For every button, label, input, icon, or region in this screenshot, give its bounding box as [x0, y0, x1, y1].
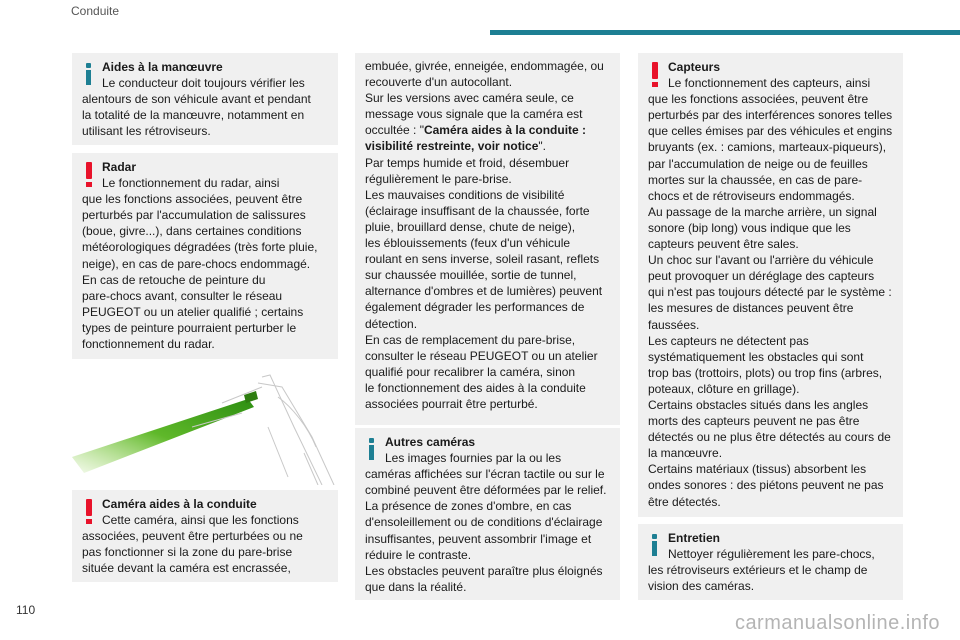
text-line: trop bas (trottoirs, plots) ou trop fins (arbres,: [648, 365, 883, 380]
text-line: chocs et de rétroviseurs endommagés.: [648, 188, 855, 203]
text-line: Au passage de la marche arrière, un signal: [648, 204, 877, 219]
text-line: Par temps humide et froid, désembuer: [365, 155, 570, 170]
text-line: associées pourrait être perturbé.: [365, 396, 538, 411]
text-line: Sur les versions avec caméra seule, ce: [365, 91, 574, 106]
text-line: que celles émises par des véhicules et engins: [648, 124, 893, 139]
watermark: carmanualsonline.info: [734, 612, 940, 634]
camera-note-continued: [355, 53, 620, 425]
text-line: Un choc sur l'avant ou l'arrière du véhicule: [648, 253, 874, 268]
text-line: que les fonctions associées, peuvent être: [648, 92, 869, 107]
note-title: Capteurs: [668, 60, 721, 74]
page-number: 110: [16, 603, 36, 617]
note-title: Aides à la manœuvre: [102, 60, 223, 74]
text-line: Les capteurs ne détectent pas: [648, 333, 809, 348]
windshield-camera-illustration: [72, 367, 338, 485]
text-line: faussées.: [648, 317, 700, 332]
note-body: [365, 450, 612, 595]
text-line: consulter le réseau PEUGEOT ou un atelier: [365, 348, 598, 363]
text-line: caméras affichées sur l'écran tactile ou sur le: [365, 467, 605, 482]
text-line: systématiquement les obstacles qui sont: [648, 349, 864, 364]
text-line: peut provoquer un déréglage des capteurs: [648, 269, 875, 284]
text-line: occultée : ": [365, 123, 424, 138]
text-line: En cas de retouche de peinture du: [82, 272, 266, 287]
text-line: sur chaussée mouillée, sortie de tunnel,: [365, 268, 577, 283]
note-title: Caméra aides à la conduite: [102, 497, 257, 511]
text-line: d'ensoleillement ou de conditions d'éclairage: [365, 515, 603, 530]
message-text: Caméra aides à la conduite :: [423, 123, 587, 138]
warning-icon: [78, 496, 100, 526]
text-line: sonore (bip long) vous indique que les: [648, 220, 851, 235]
text-line: Certains obstacles situés dans les angles: [648, 397, 869, 412]
note-aides-manoeuvre: [72, 53, 338, 145]
text-line: ".: [538, 139, 546, 154]
text-line: qui n'est pas toujours détecté par le système :: [648, 285, 892, 300]
text-line: détection.: [365, 316, 418, 331]
text-line: les rétroviseurs extérieurs et le champ de: [648, 563, 868, 578]
text-line: message vous signale que la caméra est: [365, 107, 583, 122]
text-line: (éclairage insuffisant de la chaussée, forte: [365, 203, 590, 218]
text-line: embuée, givrée, enneigée, endommagée, ou: [365, 59, 604, 73]
section-title: Conduite: [71, 4, 120, 18]
text-line: détectés ou ne plus être détectés au cours de: [648, 430, 891, 445]
note-radar: [72, 153, 338, 359]
text-line: la totalité de la manœuvre, notamment en: [82, 108, 305, 123]
text-line: vision des caméras.: [648, 579, 755, 594]
text-line: Le fonctionnement des capteurs, ainsi: [668, 76, 871, 91]
note-body: [82, 512, 330, 576]
text-line: types de peinture pourraient perturber le: [82, 320, 297, 335]
text-line: En cas de remplacement du pare-brise,: [365, 332, 576, 347]
text-line: Le fonctionnement du radar, ainsi: [102, 176, 280, 191]
text-line: perturbés par des interférences sonores telles: [648, 108, 893, 123]
text-line: perturbés par l'accumulation de salissures: [82, 208, 306, 223]
text-line: combiné peuvent être déformées par le relief.: [365, 483, 607, 498]
text-line: Le conducteur doit toujours vérifier les: [102, 76, 305, 91]
text-line: fonctionnement du radar.: [82, 337, 215, 352]
text-line: alentours de son véhicule avant et pendant: [82, 92, 311, 107]
note-title: Autres caméras: [385, 435, 476, 449]
text-line: ondes sonores : des piétons peuvent ne pas: [648, 478, 884, 493]
camera-field-of-view: [72, 399, 254, 473]
text-line: Certains matériaux (tissus) absorbent les: [648, 462, 867, 477]
info-icon: [644, 530, 666, 560]
info-icon: [78, 59, 100, 89]
message-text: visibilité restreinte, voir notice: [365, 139, 539, 154]
note-capteurs: [638, 53, 903, 517]
note-body: [648, 75, 895, 510]
text-line: Les mauvaises conditions de visibilité: [365, 187, 565, 202]
text-line: (boue, givre...), dans certaines conditions: [82, 224, 302, 239]
header-accent-bar: [490, 30, 960, 35]
text-line: le fonctionnement des aides à la conduite: [365, 380, 586, 395]
text-line: Les obstacles peuvent paraître plus éloignés: [365, 563, 603, 578]
info-icon: [361, 434, 383, 464]
text-line: que les fonctions associées, peuvent être: [82, 192, 303, 207]
car-outline: [192, 375, 334, 485]
text-line: bruyants (ex. : camions, marteaux-piqueurs),: [648, 140, 887, 155]
text-line: utilisant les rétroviseurs.: [82, 124, 211, 139]
text-line: roulant en sens inverse, soleil rasant, reflets: [365, 252, 600, 267]
text-line: être détectés.: [648, 494, 721, 509]
note-entretien: [638, 524, 903, 600]
note-body: [82, 175, 330, 352]
note-body: [82, 75, 330, 139]
text-line: régulièrement le pare-brise.: [365, 171, 512, 186]
text-line: insuffisantes, peuvent assombrir l'image et: [365, 531, 592, 546]
warning-icon: [78, 159, 100, 189]
text-line: réduire le contraste.: [365, 547, 472, 562]
note-camera-aides: [72, 490, 338, 582]
text-line: pare-chocs avant, consulter le réseau: [82, 288, 283, 303]
note-title: Entretien: [668, 531, 721, 545]
text-line: poteaux, clôture en grillage).: [648, 381, 800, 396]
text-line: qualifié pour recalibrer la caméra, sinon: [365, 364, 576, 379]
text-line: Cette caméra, ainsi que les fonctions: [102, 513, 299, 528]
text-line: capteurs peuvent être sales.: [648, 237, 799, 252]
camera-housing: [244, 391, 258, 403]
text-line: morts des capteurs peuvent ne pas être: [648, 414, 860, 429]
text-line: PEUGEOT ou un atelier qualifié ; certains: [82, 304, 304, 319]
text-line: recouverte d'un autocollant.: [365, 75, 513, 90]
text-line: les éblouissements (feux d'un véhicule: [365, 236, 571, 251]
text-line: météorologiques dégradées (très forte pluie,: [82, 240, 318, 255]
text-line: pas fonctionner si la zone du pare-brise: [82, 545, 293, 560]
text-line: la manœuvre.: [648, 446, 723, 461]
text-line: pluie, brouillard dense, chute de neige),: [365, 219, 576, 234]
text-line: située devant la caméra est encrassée,: [82, 561, 291, 576]
text-line: La présence de zones d'ombre, en cas: [365, 499, 572, 514]
text-line: que dans la réalité.: [365, 579, 467, 594]
note-autres-cameras: [355, 428, 620, 600]
note-title: Radar: [102, 160, 137, 174]
text-line: également dégrader les performances de: [365, 300, 585, 315]
text-line: alternance d'ombres et de lumières) peuvent: [365, 284, 603, 299]
text-line: neige), en cas de pare-chocs endommagé.: [82, 256, 311, 271]
note-body: [648, 546, 895, 594]
text-line: les mesures de distances peuvent être: [648, 301, 854, 316]
text-line: par l'accumulation de neige ou de feuilles: [648, 156, 868, 171]
text-line: Les images fournies par la ou les: [385, 451, 562, 466]
text-line: Nettoyer régulièrement les pare-chocs,: [668, 547, 875, 562]
car-camera-drawing: [72, 367, 338, 485]
text-line: associées, peuvent être perturbées ou ne: [82, 529, 303, 544]
warning-icon: [644, 59, 666, 89]
text-line: mortes sur la chaussée, en cas de pare-: [648, 172, 863, 187]
